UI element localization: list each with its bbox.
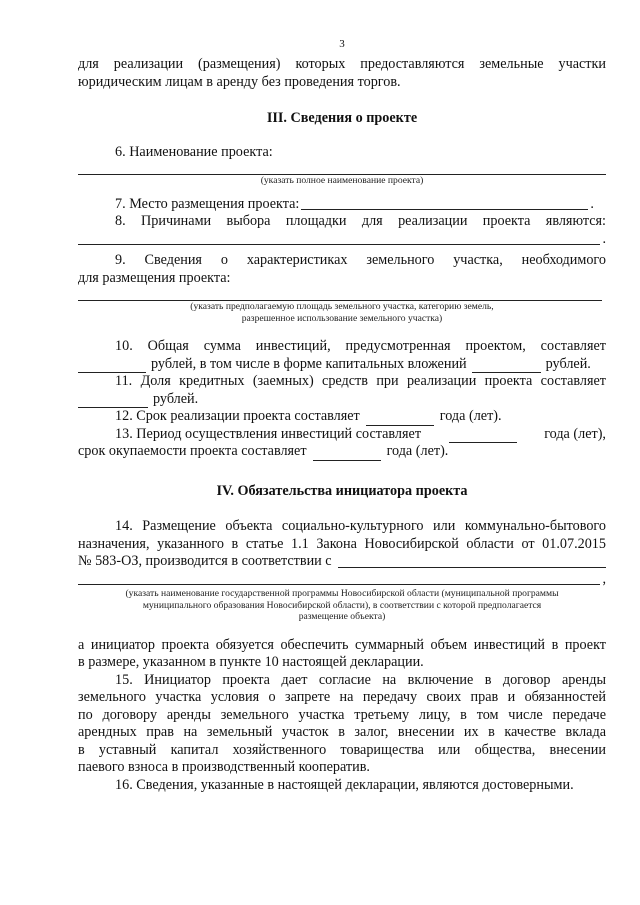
item-6-label: 6. Наименование проекта: xyxy=(115,143,273,160)
item-10-total-investment-field[interactable] xyxy=(78,360,146,373)
item-9-hint-1: (указать предполагаемую площадь земельного участка, категорию земель, xyxy=(190,301,494,312)
item-12-row xyxy=(78,408,606,426)
item-14-after-2: в размере, указанном в пункте 10 настоящей декларации. xyxy=(78,654,424,670)
item-14-row-3 xyxy=(78,553,606,571)
item-14-program-field-part-1[interactable] xyxy=(338,555,606,568)
item-15-line-6: паевого взноса в производственный кооператив. xyxy=(78,759,370,775)
item-9-land-info-field[interactable] xyxy=(78,287,602,301)
intro-line-2: юридическим лицам в аренду без проведения торгов. xyxy=(78,73,401,90)
item-14-line-2: назначения, указанного в статье 1.1 Закона Новосибирской области от 01.07.2015 xyxy=(78,535,606,552)
item-8-end: . xyxy=(602,230,606,247)
item-10-row xyxy=(78,356,606,374)
item-14-hint-3: размещение объекта) xyxy=(298,611,386,622)
item-13-mid: года (лет), xyxy=(544,425,606,442)
item-13-line-2: срок окупаемости проекта составляет xyxy=(78,443,307,459)
item-14-hint-2: муниципального образования Новосибирской области), в соответствии с которой предполагается xyxy=(142,599,542,611)
item-14-line-1: 14. Размещение объекта социально-культурного или коммунально-бытового xyxy=(115,518,606,534)
item-8-row xyxy=(78,231,606,249)
page-number: 3 xyxy=(339,38,345,50)
item-12-label: 12. Срок реализации проекта составляет xyxy=(115,408,360,424)
item-13-row-1 xyxy=(78,426,606,444)
section-3-heading: III. Сведения о проекте xyxy=(266,110,418,126)
item-15-line-1: 15. Инициатор проекта дает согласие на включение в договор аренды xyxy=(115,671,606,688)
item-9-hint-2: разрешенное использование земельного участка) xyxy=(241,312,443,324)
item-11-end: рублей. xyxy=(153,390,199,407)
item-8-reasons-field[interactable] xyxy=(78,232,600,245)
item-15-line-5: в уставный капитал хозяйственного товарищества или общества, внесении xyxy=(78,741,606,758)
item-13-row-2 xyxy=(78,443,606,461)
item-7-location-field[interactable] xyxy=(301,197,588,210)
item-8-label: 8. Причинами выбора площадки для реализации проекта являются: xyxy=(115,213,606,229)
intro-line-1: для реализации (размещения) которых предоставляются земельные участки xyxy=(78,56,606,72)
item-6-hint: (указать полное наименование проекта) xyxy=(260,175,424,186)
item-13-investment-period-field[interactable] xyxy=(449,430,517,443)
item-11-line-1: 11. Доля кредитных (заемных) средств при реализации проекта составляет xyxy=(115,373,606,389)
item-12-duration-field[interactable] xyxy=(366,413,434,426)
item-7-end: . xyxy=(590,195,594,212)
section-4-heading: IV. Обязательства инициатора проекта xyxy=(216,482,468,499)
item-10-mid: рублей, в том числе в форме капитальных вложений xyxy=(151,355,467,372)
item-14-line-3: № 583-ОЗ, производится в соответствии с xyxy=(78,553,332,569)
item-11-row xyxy=(78,391,606,409)
item-10-line-1: 10. Общая сумма инвестиций, предусмотренная проектом, составляет xyxy=(115,338,606,354)
item-7-row xyxy=(78,196,606,214)
item-13-end: года (лет). xyxy=(386,443,449,459)
item-6-project-name-field[interactable] xyxy=(78,161,606,175)
item-16-label: 16. Сведения, указанные в настоящей декларации, являются достоверными. xyxy=(115,776,574,793)
item-14-comma: , xyxy=(602,570,606,587)
item-10-capital-investment-field[interactable] xyxy=(472,360,541,373)
item-13-payback-field[interactable] xyxy=(313,448,381,461)
item-13-label: 13. Период осуществления инвестиций составляет xyxy=(115,425,422,442)
item-12-end: года (лет). xyxy=(439,408,502,424)
item-14-program-field-part-2[interactable] xyxy=(78,572,600,585)
item-14-after-1: а инициатор проекта обязуется обеспечить суммарный объем инвестиций в проект xyxy=(78,636,606,653)
item-14-hint-1: (указать наименование государственной программы Новосибирской области (муниципальной программы xyxy=(125,588,559,599)
item-14-row-4 xyxy=(78,571,606,589)
item-10-end: рублей. xyxy=(545,355,591,372)
item-9-line-1: 9. Сведения о характеристиках земельного участка, необходимого xyxy=(115,252,606,268)
item-7-label: 7. Место размещения проекта: xyxy=(115,195,300,212)
item-15-line-3: по договору аренды земельного участка третьему лицу, в том числе передаче xyxy=(78,706,606,723)
item-11-credit-share-field[interactable] xyxy=(78,395,148,408)
item-15-line-4: арендных прав на земельный участок в залог, внесении их в качестве вклада xyxy=(78,724,606,740)
item-15-line-2: земельного участка условия о запрете на передачу своих прав и обязанностей xyxy=(78,689,606,705)
item-9-line-2: для размещения проекта: xyxy=(78,269,231,286)
